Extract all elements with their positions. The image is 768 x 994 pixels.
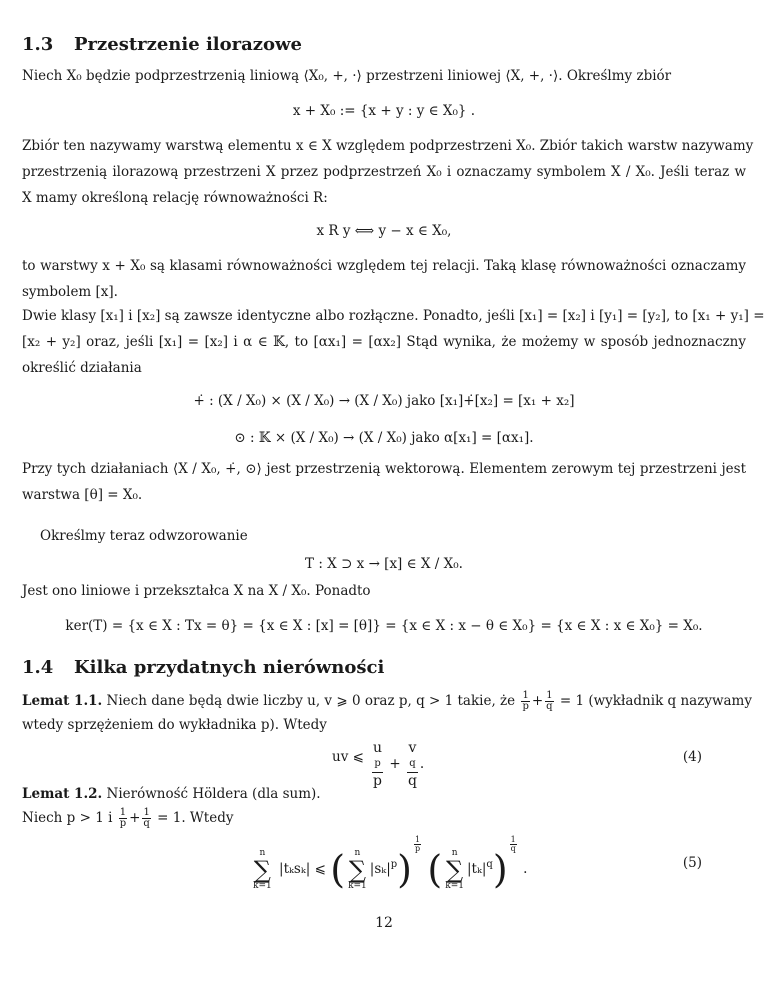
- equation-tag: (5): [682, 855, 702, 871]
- paragraph-line: Przy tych działaniach ⟨X / X₀, +̇, ⊙⟩ jest przestrzenią wektorową. Elementem zerowym tej przestrzeni jest: [22, 461, 746, 477]
- paragraph-line: warstwa [θ] = X₀.: [22, 487, 143, 503]
- sum-symbol: n ∑ k=1: [253, 847, 272, 891]
- equation-scalar: ⊙ : 𝕂 × (X / X₀) → (X / X₀) jako α[x₁] = [αx₁].: [234, 430, 534, 446]
- paragraph-line: Jest ono liniowe i przekształca X na X / X₀. Ponadto: [22, 583, 371, 599]
- lemma-text: = 1 (wykładnik q nazywamy: [559, 693, 752, 709]
- equation-holder: n ∑ k=1 |tₖsₖ| ⩽ ( n ∑ k=1 $|s_k|^p$) $\frac{1}{p}$ ( n ∑ k=1 $|t_k|^q$) $\frac{1}{q}$ . (5): [253, 835, 702, 892]
- equation-relation: x R y ⟺ y − x ∈ X₀,: [316, 223, 452, 239]
- lemma-text: Nierówność Höldera (dla sum).: [106, 786, 321, 802]
- paragraph-line: określić działania: [22, 360, 142, 376]
- fraction-1-over-p: $\frac{1}{p}$: [522, 690, 529, 712]
- paragraph-line: przestrzenią ilorazową przestrzeni X przez podprzestrzeń X₀ i oznaczamy symbolem X / X₀. Jeśli teraz w: [22, 164, 746, 180]
- lemma-text: Niech p > 1 i: [22, 810, 113, 826]
- lemma-1-2: [22, 785, 746, 803]
- fraction-1-over-p: $\frac{1}{p}$: [119, 807, 127, 829]
- equation-kernel: ker(T) = {x ∈ X : Tx = θ} = {x ∈ X : [x] = [θ]} = {x ∈ X : x − θ ∈ X₀} = {x ∈ X : x ∈ X₀} = X₀.: [65, 618, 703, 634]
- fraction-1-over-q: $\frac{1}{q}$: [546, 690, 553, 712]
- fraction-vq-over-q: v q q: [407, 740, 417, 789]
- paragraph-line: Zbiór ten nazywamy warstwą elementu x ∈ X względem podprzestrzeni X₀. Zbiór takich warstw nazywamy: [22, 138, 754, 154]
- young-lhs: uv ⩽: [332, 749, 364, 765]
- equation-coset: x + X₀ := {x + y : y ∈ X₀} .: [292, 103, 476, 119]
- holder-term-s: |sₖ|: [369, 861, 391, 877]
- exponent-1-over-p: $\frac{1}{p}$: [414, 835, 421, 853]
- section-heading-1-3: [22, 34, 302, 55]
- section-heading-1-4: [22, 657, 384, 678]
- sum-symbol: n ∑ k=1: [445, 847, 464, 891]
- lemma-1-1: Lemat 1.1. Niech dane będą dwie liczby u, v ⩾ 0 oraz p, q > 1 takie, że $\frac{1}{p}$ + $\frac{1}{q}$ = 1 (wykładnik q nazywamy: [22, 690, 752, 712]
- paragraph-line: Określmy teraz odwzorowanie: [40, 528, 248, 544]
- holder-lhs: |tₖsₖ| ⩽: [279, 861, 326, 877]
- section-title: Kilka przydatnych nierówności: [74, 657, 385, 678]
- lemma-text: Niech dane będą dwie liczby u, v ⩾ 0 oraz p, q > 1 takie, że: [106, 693, 516, 709]
- page-number: 12: [375, 915, 393, 931]
- equation-young: uv ⩽ u p p + v q q . (4): [332, 740, 702, 789]
- equation-map: T : X ⊃ x → [x] ∈ X / X₀.: [305, 556, 463, 572]
- fraction-up-over-p: u p p: [373, 740, 383, 789]
- paragraph-line: symbolem [x].: [22, 284, 118, 300]
- paragraph-line: [x₂ + y₂] oraz, jeśli [x₁] = [x₂] i α ∈ 𝕂, to [αx₁] = [αx₂] Stąd wynika, że możemy w sposób jednoznaczny: [22, 334, 746, 350]
- lemma-1-2-condition: Niech p > 1 i $\frac{1}{p}$ + $\frac{1}{q}$ = 1. Wtedy: [22, 807, 234, 829]
- equation-tag: (4): [682, 749, 702, 765]
- sum-symbol: n ∑ k=1: [348, 847, 367, 891]
- holder-term-t: |tₖ|: [466, 861, 487, 877]
- section-number: 1.4: [22, 657, 54, 678]
- lemma-label: Lemat 1.2.: [22, 786, 103, 802]
- fraction-1-over-q: $\frac{1}{q}$: [143, 807, 150, 829]
- lemma-text: = 1. Wtedy: [157, 810, 234, 826]
- paragraph-line: Dwie klasy [x₁] i [x₂] są zawsze identyczne albo rozłączne. Ponadto, jeśli [x₁] = [x₂] i [y₁] = [y₂], to [x₁ + y₁] =: [22, 308, 765, 324]
- exponent-1-over-q: $\frac{1}{q}$: [510, 835, 516, 853]
- paragraph-line: wtedy sprzężeniem do wykładnika p). Wtedy: [22, 717, 327, 733]
- paragraph-line: Niech X₀ będzie podprzestrzenią liniową ⟨X₀, +, ·⟩ przestrzeni liniowej ⟨X, +, ·⟩. Określmy zbiór: [22, 68, 672, 84]
- section-title: Przestrzenie ilorazowe: [74, 34, 302, 55]
- equation-addition: +̇ : (X / X₀) × (X / X₀) → (X / X₀) jako [x₁]+̇[x₂] = [x₁ + x₂]: [193, 393, 575, 409]
- section-number: 1.3: [22, 34, 54, 55]
- lemma-label: Lemat 1.1.: [22, 693, 103, 709]
- paragraph-line: X mamy określoną relację równoważności R:: [22, 190, 328, 206]
- paragraph-line: to warstwy x + X₀ są klasami równoważności względem tej relacji. Taką klasę równoważności oznaczamy: [22, 258, 746, 274]
